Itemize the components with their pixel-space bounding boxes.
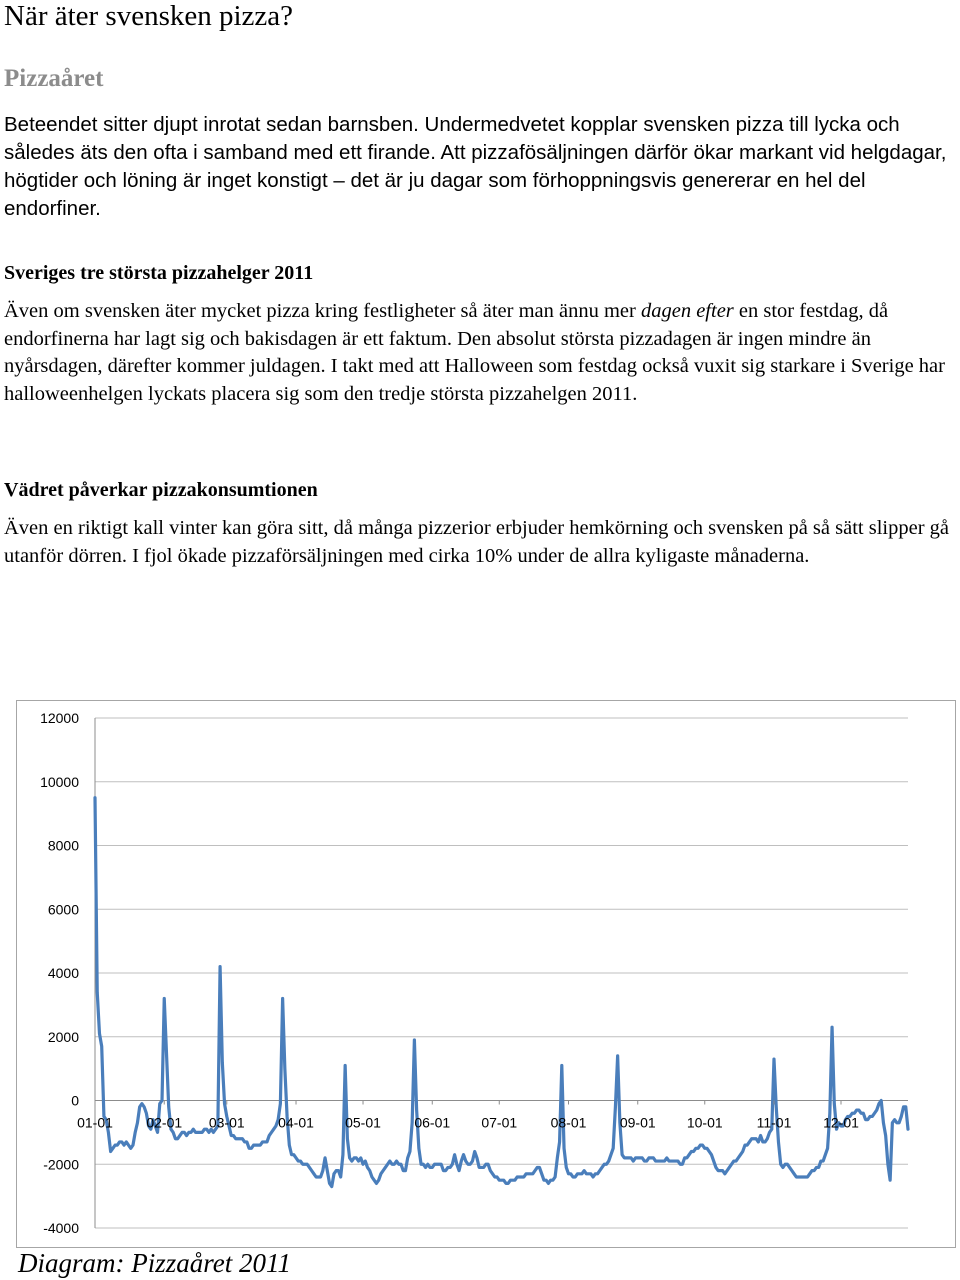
x-tick-label: 04-01 [278,1114,314,1131]
section-heading: Pizzaåret [4,65,104,92]
pizza-year-chart [16,700,956,1248]
x-tick-label: 11-01 [756,1114,792,1131]
x-tick-label: 01-01 [77,1114,113,1131]
x-tick-label: 12-01 [823,1114,859,1131]
paragraph-emphasis: dagen efter [640,300,734,322]
x-tick-label: 09-01 [619,1114,656,1131]
y-tick-label: 4000 [47,965,79,981]
page-title: När äter svensken pizza? [4,0,294,32]
y-tick-label: 10000 [40,773,79,790]
heading-pizzahelger: Sveriges tre största pizzahelger 2011 [4,262,314,284]
paragraph-vadret: Även en riktigt kall vinter kan göra sitt, då många pizzerior erbjuder hemkörning och svensken på så sätt slipper gå utanför dörren. I fjol ökade pizzaförsäljningen med cirka 10% under de allra kyligaste månaderna. [4,517,949,567]
y-tick-label: -2000 [43,1156,79,1173]
x-tick-label: 08-01 [550,1114,587,1131]
y-tick-label: -4000 [43,1220,79,1236]
x-tick-label: 02-01 [146,1114,183,1131]
x-tick-label: 05-01 [345,1114,381,1131]
paragraph-pizzahelger [4,298,959,408]
x-tick-label: 07-01 [481,1114,518,1131]
intro-paragraph: Beteendet sitter djupt inrotat sedan barnsben. Undermedvetet kopplar svensken pizza till lycka och således äts den ofta i samband med ett firande. Att pizzafösäljningen därför ökar markant vid helgdagar, högtider och löning är inget konstigt – det är ju dagar som förhoppningsvis genererar en hel del endorfiner. [4,113,947,220]
x-tick-label: 06-01 [414,1114,451,1131]
x-tick-label: 10-01 [686,1114,723,1131]
chart-frame [16,700,956,1248]
y-tick-label: 2000 [47,1028,79,1045]
y-tick-label: 12000 [40,710,79,726]
heading-vadret: Vädret påverkar pizzakonsumtionen [4,479,318,501]
y-tick-label: 0 [71,1092,79,1109]
y-tick-label: 8000 [47,837,79,854]
chart-caption: Diagram: Pizzaåret 2011 [18,1248,291,1278]
paragraph-text-before: Även om svensken äter mycket pizza kring festligheter så äter man ännu mer [4,300,641,322]
x-tick-label: 03-01 [208,1114,245,1131]
paragraph-text-after: en stor festdag, då endorfinerna har lagt sig och bakisdagen är ett faktum. Den absolut största pizzadagen är ingen mindre än nyårsdagen, därefter kommer juldagen. I takt med att Halloween som festdag också vuxit sig starkare i Sverige har halloweenhelgen lyckats placera sig som den tredje största pizzahelgen 2011. [4,300,945,405]
y-tick-label: 6000 [47,901,79,918]
